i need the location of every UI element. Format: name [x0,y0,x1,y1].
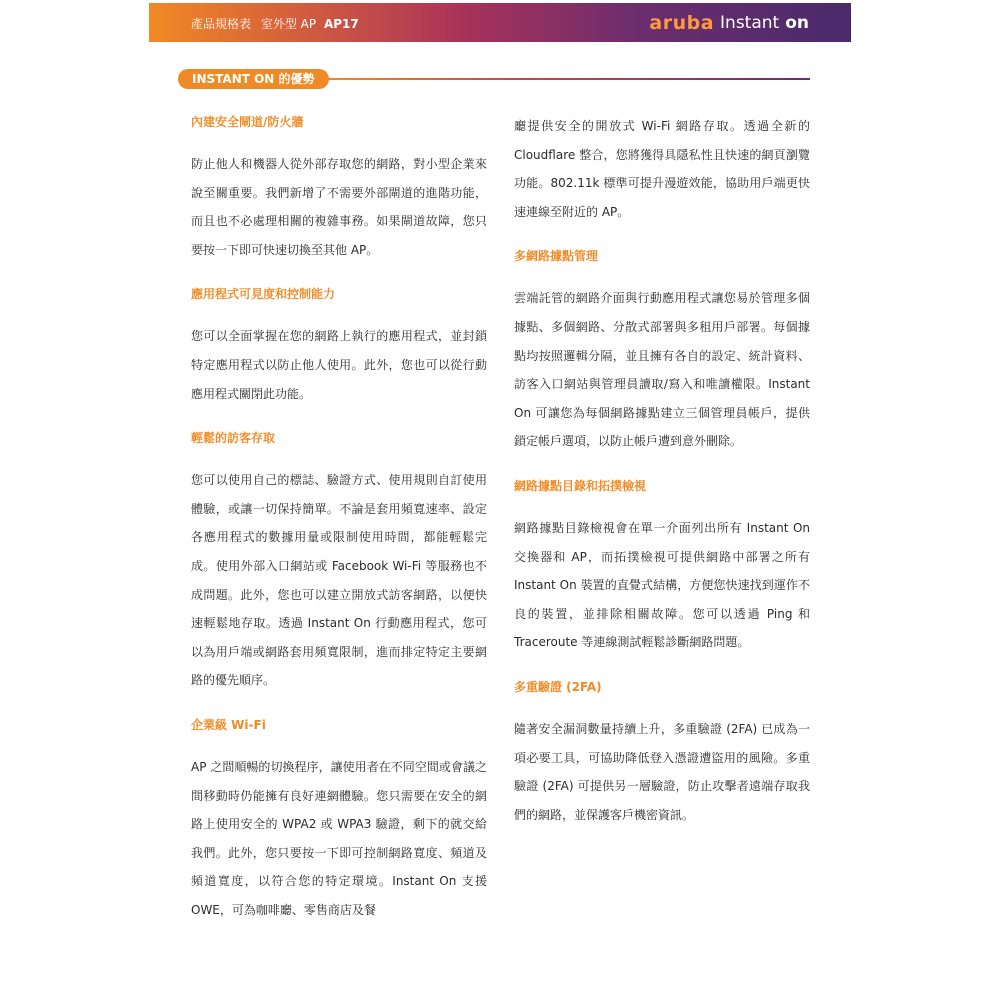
body-multi-site: 雲端託管的網路介面與行動應用程式讓您易於管理多個據點、多個網路、分散式部署與多租用戶部署。每個據點均按照邏輯分隔，並且擁有各自的設定、統計資料、訪客入口網站與管理員讀取/寫入和唯讀權限。Instant On 可讓您為每個網路據點建立三個管理員帳戶，提供鎖定帳戶選項，以防止帳戶遭到意外刪除。 [514,291,810,449]
heading-inventory-topology: 網路據點目錄和拓撲檢視 [514,478,647,493]
body-app-visibility: 您可以全面掌握在您的網路上執行的應用程式，並封鎖特定應用程式以防止他人使用。此外，您也可以從行動應用程式關閉此功能。 [191,329,487,401]
section-title: INSTANT ON 的優勢 [178,69,329,89]
header-doc-info [191,15,359,32]
body-2fa: 隨著安全漏洞數量持續上升，多重驗證 (2FA) 已成為一項必要工具，可協助降低登入憑證遭盜用的風險。多重驗證 (2FA) 可提供另一層驗證，防止攻擊者遠端存取我們的網路，並保護客戶機密資訊。 [514,721,810,822]
heading-security-gateway: 內建安全閘道/防火牆 [191,115,304,129]
body-guest-access: 您可以使用自己的標誌、驗證方式、使用規則自訂使用體驗，或讓一切保持簡單。不論是套用頻寬速率、設定各應用程式的數據用量或限制使用時間，都能輕鬆完成。使用外部入口網站或 Facebook Wi-Fi 等服務也不成問題。此外，您也可以建立開放式訪客網路，以便快速輕鬆地存取。透過 Instant On 行動應用程式，您可以為用戶端或網路套用頻寬限制，進而排定特定主要網路的優先順序。 [191,473,487,688]
brand-logo [649,10,809,36]
section-divider [326,78,810,80]
brand-instant: Instant [720,13,780,33]
heading-2fa: 多重驗證 (2FA) [514,679,602,694]
left-column [191,112,487,924]
header-product-line: 室外型 AP [260,17,317,31]
header-doc-type: 產品規格表 [191,17,252,31]
heading-guest-access: 輕鬆的訪客存取 [191,431,276,446]
heading-multi-site: 多網路據點管理 [514,249,599,264]
body-inventory-topology: 網路據點目錄檢視會在單一介面列出所有 Instant On 交換器和 AP，而拓撲檢視可提供網路中部署之所有 Instant On 裝置的直覺式結構，方便您快速找到運作不良的裝置，並排除相關故障。您可以透過 Ping 和 Traceroute 等連線測試輕鬆診斷網路問題。 [514,520,810,650]
header-model: AP17 [323,17,359,31]
brand-aruba: aruba [649,12,715,34]
right-column [514,112,810,829]
body-enterprise-wifi: AP 之間順暢的切換程序，讓使用者在不同空間或會議之間移動時仍能擁有良好連網體驗。您只需要在安全的網路上使用安全的 WPA2 或 WPA3 驗證，剩下的就交給我們。此外，您只要按一下即可控制網路寬度、頻道及頻道寬度，以符合您的特定環境。Instant On 支援 OWE，可為咖啡廳、零售商店及餐 [191,759,487,917]
heading-enterprise-wifi: 企業級 Wi-Fi [191,717,266,732]
body-security-gateway: 防止他人和機器人從外部存取您的網路，對小型企業來說至關重要。我們新增了不需要外部閘道的進階功能，而且也不必處理相關的複雜事務。如果閘道故障，您只要按一下即可快速切換至其他 AP。 [191,157,487,257]
page-header [149,3,851,42]
heading-app-visibility: 應用程式可見度和控制能力 [191,287,336,302]
body-enterprise-wifi-continued: 廳提供安全的開放式 Wi-Fi 網路存取。透過全新的 Cloudflare 整合，您將獲得具隱私性且快速的網頁瀏覽功能。802.11k 標準可提升漫遊效能，協助用戶端更快速連線至附近的 AP。 [514,119,810,219]
brand-on: on [785,13,809,33]
